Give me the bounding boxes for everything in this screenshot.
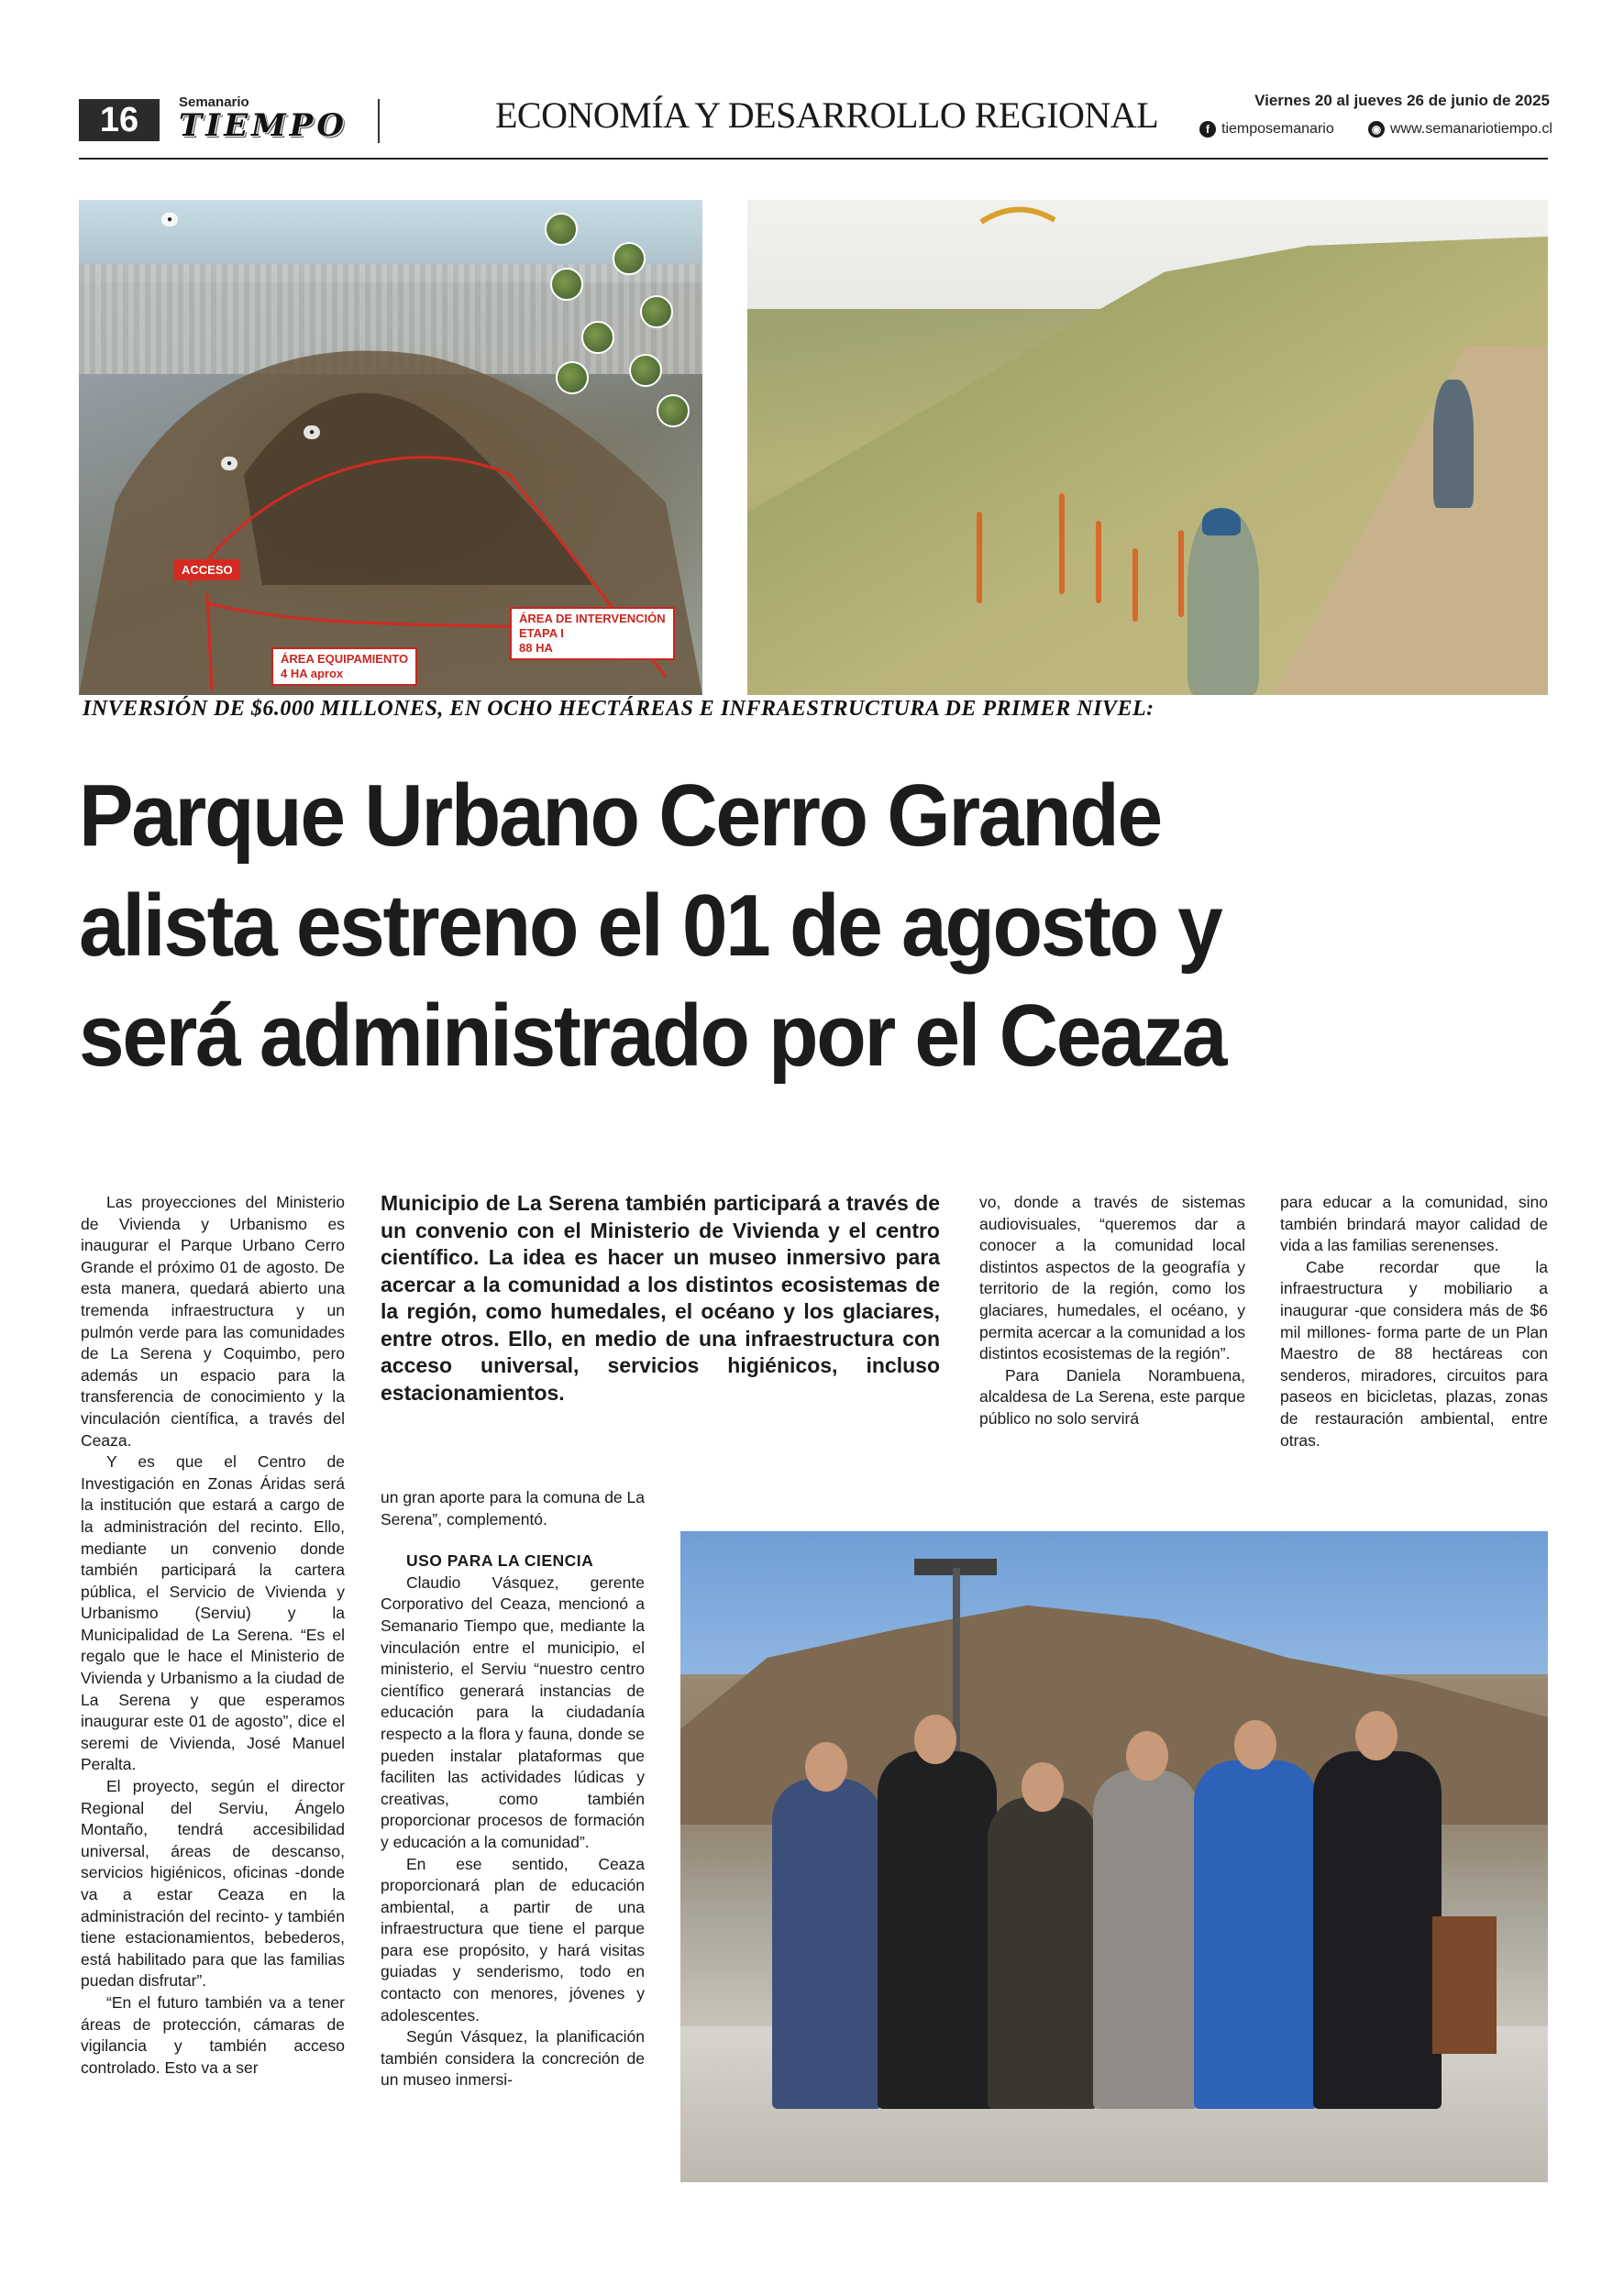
map-thumbnail (550, 268, 583, 301)
deck-summary: Municipio de La Serena también participará a través de un convenio con el Ministerio de Vivienda y el centro científico. La idea es hacer un museo inmersivo para acercar a la comunidad a los distintos ecosistemas de la región, como humedales, el océano y los glaciares, entre otros. Ello, en medio de una infraestructura con acceso universal, servicios higiénicos, incluso estacionamientos. (381, 1191, 940, 1405)
aloe-flower (1096, 521, 1101, 603)
info-sign (1432, 1916, 1497, 2054)
map-thumbnail (629, 354, 662, 387)
kicker: INVERSIÓN DE $6.000 MILLONES, EN OCHO HECTÁREAS E INFRAESTRUCTURA DE PRIMER NIVEL: (83, 697, 1154, 721)
headline (79, 761, 1461, 1091)
group-photo (680, 1531, 1548, 2182)
area-equipamiento-size: 4 HA aprox (281, 667, 344, 680)
area-intervencion-stage: ETAPA I (519, 626, 564, 640)
paragraph: Las proyecciones del Ministerio de Vivienda y Urbanismo es inaugurar el Parque Urbano Cerro Grande el próximo 01 de agosto. De esta manera, quedará abierto una tremenda infraestructura y un pulmón verde para las comunidades de La Serena y Coquimbo, pero además un espacio para la transferencia de conocimiento y la vinculación científica, a través del Ceaza. (81, 1193, 345, 1450)
article-column-1 (81, 1192, 345, 2079)
header-rule (79, 158, 1548, 160)
person (772, 1779, 882, 2109)
page-number: 16 (79, 99, 160, 141)
social-handle (1199, 121, 1334, 138)
hiker-background (1433, 380, 1474, 508)
person-head (1355, 1711, 1398, 1760)
paragraph: Y es que el Centro de Investigación en Zonas Áridas será la institución que estará a cargo de la administración del recinto. Ello, mediante un convenio donde también participará la cartera pública, el Servicio de Vivienda y Urbanismo (Serviu) y la Municipalidad de La Serena. “Es el regalo que le hace el Ministerio de Vivienda y Urbanismo a la ciudad de La Serena y que esperamos inaugurar este 01 de agosto”, dice el seremi de Vivienda, José Manuel Peralta. (81, 1452, 345, 1774)
headline-line: Parque Urbano Cerro Grande (79, 767, 1161, 865)
facebook-icon: f (1199, 121, 1216, 138)
map-pin: ● (161, 213, 178, 226)
hiking-trail-photo (747, 200, 1548, 695)
acceso-label: ACCESO (174, 559, 240, 580)
globe-icon: ◉ (1368, 121, 1385, 138)
paraglider-icon (977, 204, 1059, 231)
aloe-flower (1132, 548, 1138, 622)
person (1313, 1751, 1442, 2109)
hiker-cap (1202, 508, 1241, 535)
paragraph: vo, donde a través de sistemas audiovisuales, “queremos dar a conocer a la comunidad local distintos aspectos de la geografía y territorio de la región, como los glaciares, humedales, el océano, y permita acercar a la comunidad a los distintos ecosistemas de la región”. (979, 1193, 1245, 1363)
headline-line: será administrado por el Ceaza (79, 987, 1226, 1085)
brand-logo-text: TIEMPO (179, 107, 348, 144)
person-head (805, 1742, 847, 1792)
area-intervencion-label (510, 607, 675, 660)
person (1194, 1760, 1318, 2109)
paragraph: un gran aporte para la comuna de La Serena”, complementó. (381, 1488, 645, 1528)
paragraph: “En el futuro también va a tener áreas de protección, cámaras de vigilancia y también acceso controlado. Esto va a ser (81, 1992, 345, 2077)
area-intervencion-title: ÁREA DE INTERVENCIÓN (519, 612, 666, 625)
map-thumbnail (613, 242, 646, 275)
person-head (914, 1715, 956, 1764)
subheading: USO PARA LA CIENCIA (406, 1551, 594, 1571)
person (988, 1797, 1098, 2109)
aerial-map-image (79, 200, 702, 695)
map-thumbnail (556, 361, 589, 394)
map-pin: ● (304, 425, 320, 439)
aloe-flower (977, 512, 982, 603)
aloe-flower (1178, 530, 1184, 617)
person-head (1234, 1720, 1276, 1770)
article-column-4 (1280, 1192, 1548, 1451)
person (878, 1751, 997, 2109)
brand-small-label: Semanario (179, 94, 249, 110)
person-head (1022, 1762, 1064, 1812)
article-column-2 (381, 1487, 645, 2091)
paragraph: Para Daniela Norambuena, alcaldesa de La Serena, este parque público no solo servirá (979, 1365, 1245, 1428)
headline-line: alista estreno el 01 de agosto y (79, 877, 1221, 975)
map-thumbnail (657, 394, 690, 427)
paragraph: Cabe recordar que la infraestructura y mobiliario a inaugurar -que considera más de $6 mil millones- forma parte de un Plan Maestro de 88 hectáreas con senderos, miradores, circuitos para paseos en bicicletas, plazas, zonas de restauración ambiental, entre otras. (1280, 1257, 1548, 1450)
paragraph: Según Vásquez, la planificación también considera la concreción de un museo inmersi- (381, 2027, 645, 2090)
area-equipamiento-label (271, 647, 417, 686)
social-handle-text: tiemposemanario (1221, 121, 1334, 137)
website-text: www.semanariotiempo.cl (1390, 121, 1552, 137)
map-pin: ● (221, 457, 238, 470)
area-intervencion-size: 88 HA (519, 641, 553, 655)
map-thumbnail (545, 213, 578, 246)
person-head (1126, 1731, 1168, 1781)
masthead-logo (179, 95, 382, 143)
hiker-foreground (1188, 512, 1259, 695)
map-thumbnail (581, 321, 614, 354)
paragraph: El proyecto, según el director Regional del Serviu, Ángelo Montaño, tendrá accesibilidad universal, áreas de descanso, servicios higiénicos, oficinas -donde va a estar Ceaza en la administración del recinto- y también tiene estacionamientos, bebederos, está habilitado para que las familias puedan disfrutar”. (81, 1777, 345, 1991)
paragraph: para educar a la comunidad, sino también brindará mayor calidad de vida a las familias serenenses. (1280, 1193, 1548, 1255)
paragraph: Claudio Vásquez, gerente Corporativo del Ceaza, mencionó a Semanario Tiempo que, mediante la vinculación entre el municipio, el ministerio, el Serviu “nuestro centro científico generará instancias de educación para la ciudadanía respecto a la flora y fauna, donde se pueden instalar plataformas que faciliten las actividades lúdicas y creativas, como también proporcionar procesos de formación y educación a la comunidad”. (381, 1572, 645, 1851)
issue-date: Viernes 20 al jueves 26 de junio de 2025 (1254, 92, 1550, 109)
website (1368, 121, 1552, 138)
header-divider (378, 99, 380, 143)
paragraph: En ese sentido, Ceaza proporcionará plan de educación ambiental, a partir de una infraestructura que tiene el parque para ese propósito, y hará visitas guiadas y senderismo, todo en contacto con menores, jóvenes y adolescentes. (381, 1854, 645, 2025)
person (1093, 1770, 1199, 2109)
map-thumbnail (640, 295, 673, 328)
area-equipamiento-title: ÁREA EQUIPAMIENTO (281, 652, 409, 666)
aloe-flower (1059, 493, 1065, 594)
article-column-3 (979, 1192, 1245, 1430)
section-title: ECONOMÍA Y DESARROLLO REGIONAL (495, 94, 1159, 136)
